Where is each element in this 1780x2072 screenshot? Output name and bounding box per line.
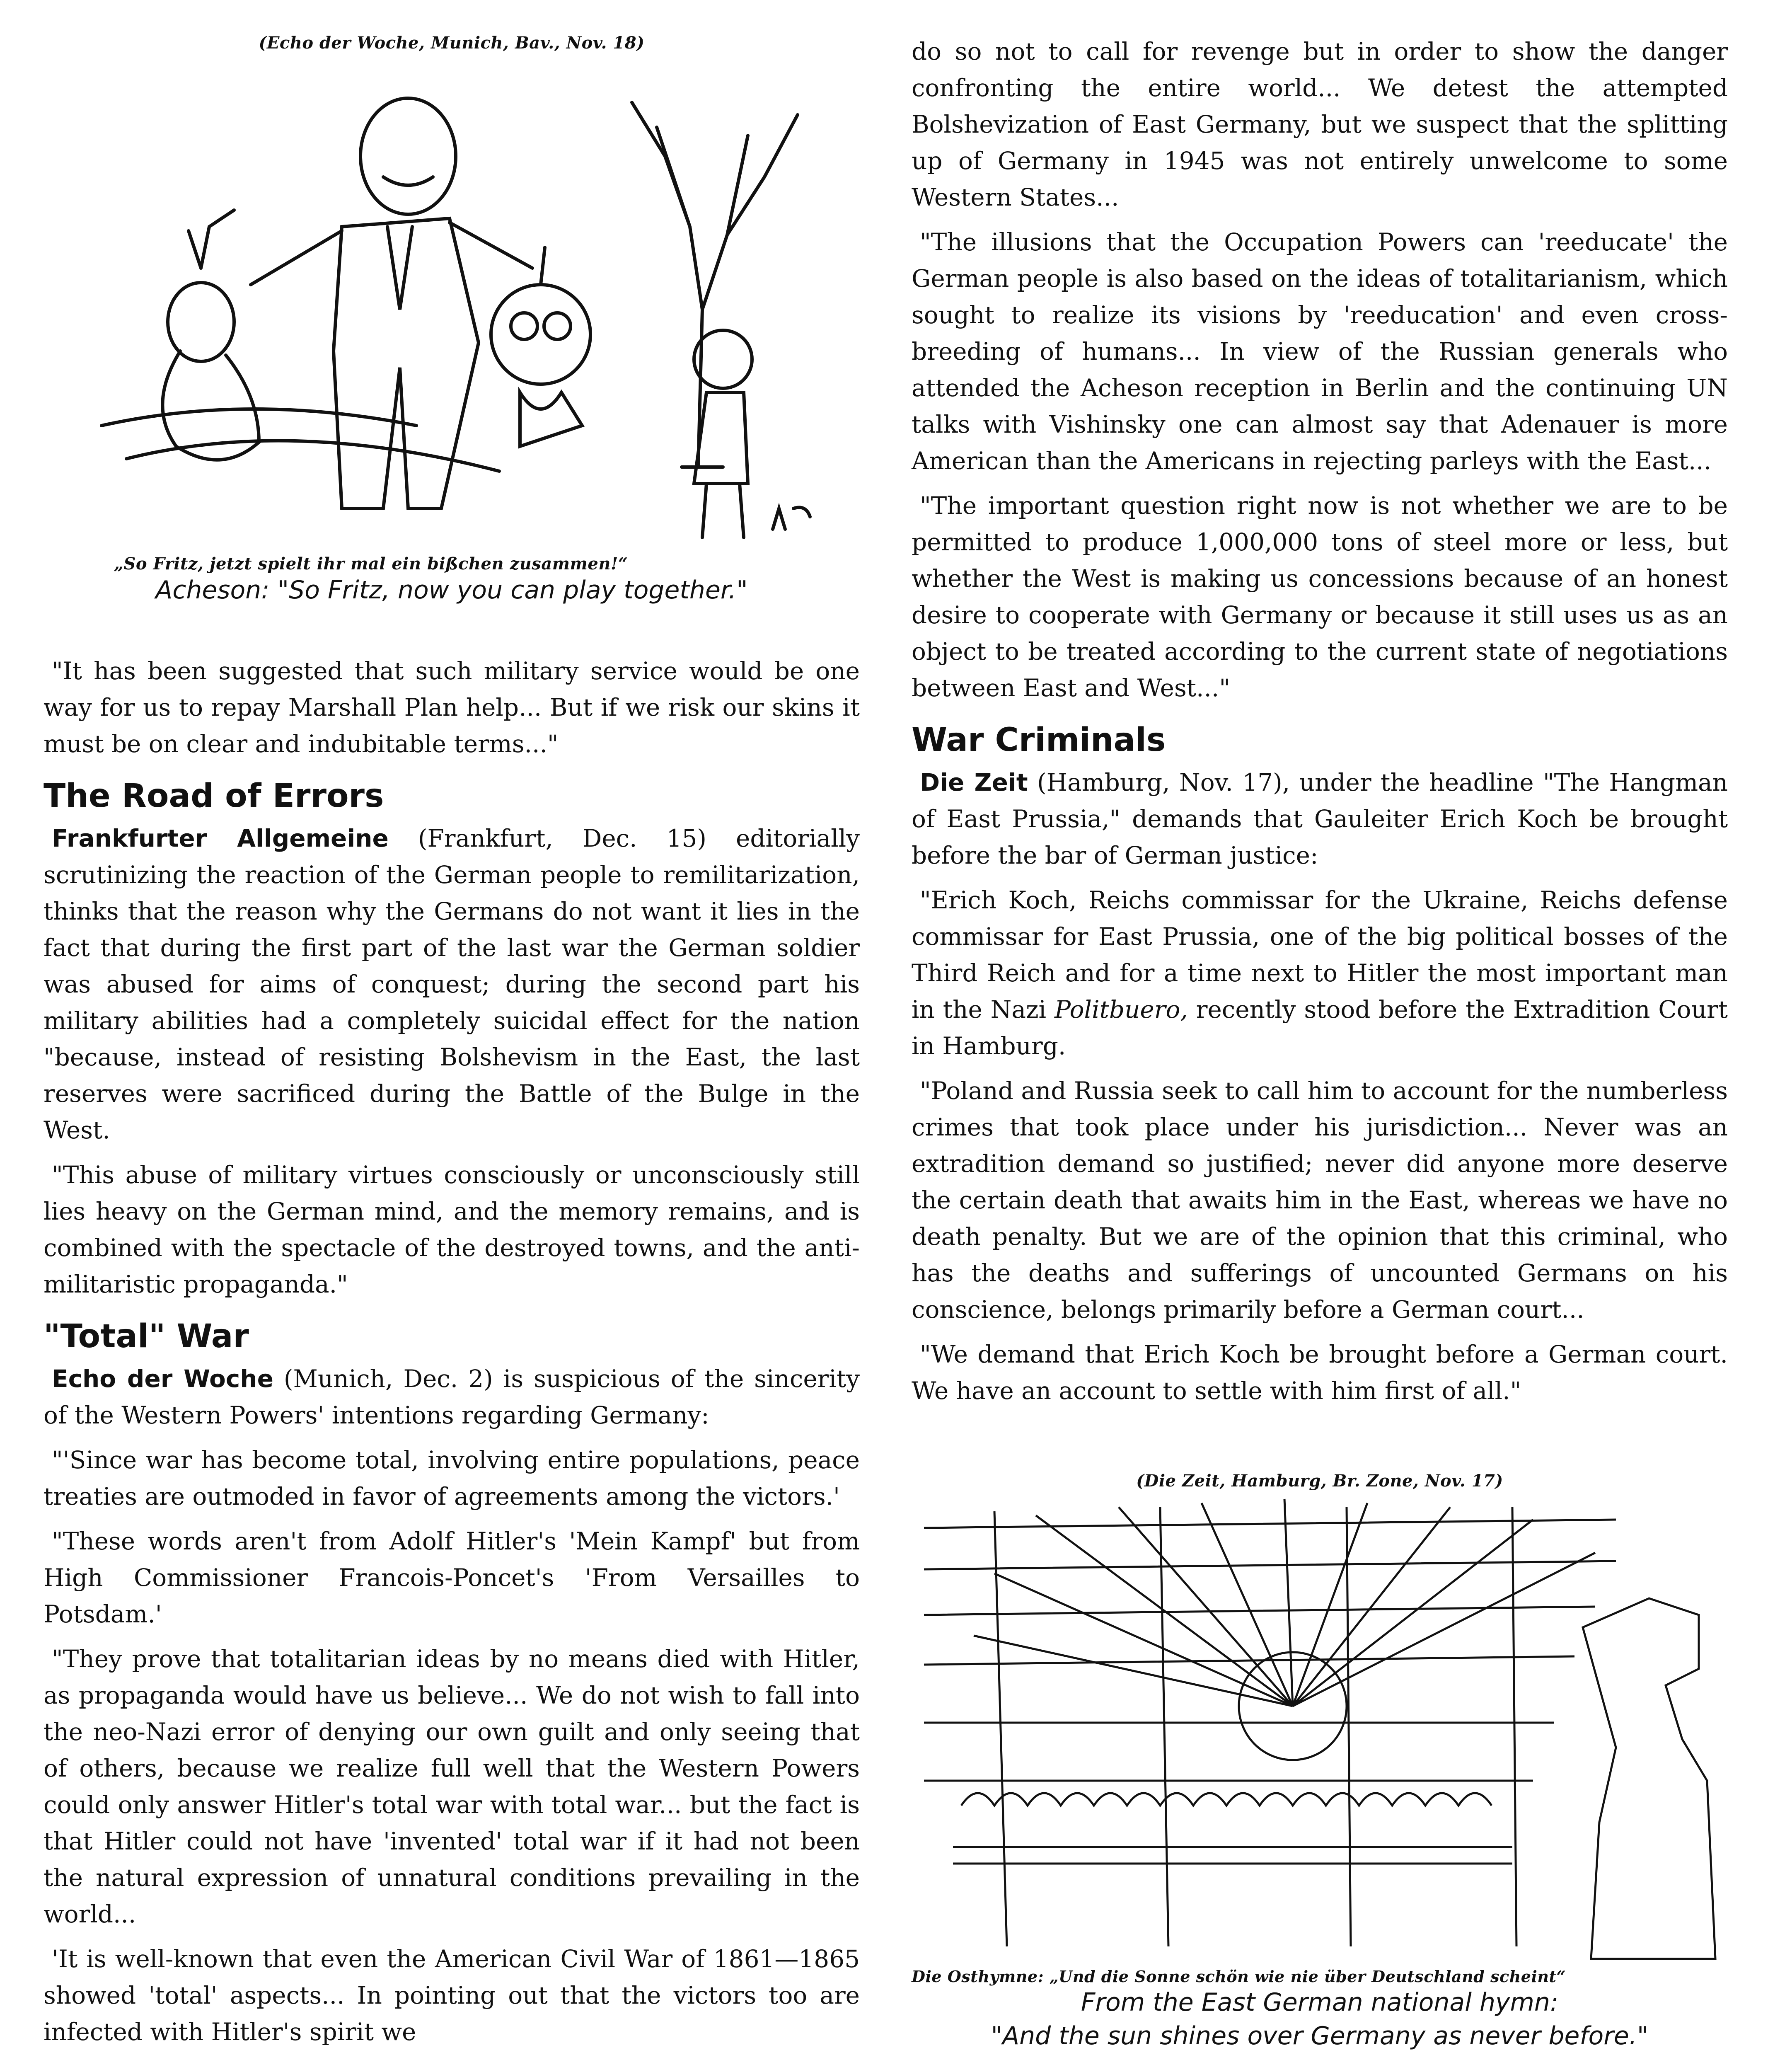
cartoon-credit: (Die Zeit, Hamburg, Br. Zone, Nov. 17) <box>1136 1471 1503 1491</box>
cartoon-caption-english: "And the sun shines over Germany as never before." <box>991 2021 1649 2050</box>
cartoon-acheson <box>44 33 860 607</box>
paragraph: "They prove that totalitarian ideas by no means died with Hitler, as propaganda would have us believe... We do not wish to fall into the neo-Nazi error of denying our own guilt and only seeing that of others, because we realize full well that the Western Powers could only answer Hitler's total war with total war... but the fact is that Hitler could not have 'invented' total war if it had not been the natural expression of unnatural conditions prevailing in the world... <box>44 1644 860 1928</box>
cartoon-caption-english: From the East German national hymn: <box>1081 1987 1559 2017</box>
paragraph: "Poland and Russia seek to call him to account for the numberless crimes that took place under his jurisdiction... Never was an extradition demand so justified; never did anyone more deserve the certain death that awaits him in the East, whereas we have no death penalty. But we are of the opinion that this criminal, who has the deaths and sufferings of uncounted Germans on his conscience, belongs primarily before a German court... <box>912 1076 1728 1324</box>
publication-name: Frankfurter Allgemeine <box>52 824 389 852</box>
paragraph: "'Since war has become total, involving entire populations, peace treaties are outmoded in favor of agreements among the victors.' <box>44 1445 860 1510</box>
paragraph: do so not to call for revenge but in order to show the danger confronting the entire world... We detest the attempted Bolshevization of East Germany, but we suspect that the splitting up of Germany in 1945 was not entirely unwelcome to some Western States... <box>912 37 1728 211</box>
barbed-wire-cartoon-illustration <box>912 1491 1728 1967</box>
acheson-cartoon-illustration <box>44 53 860 554</box>
publication-name: Echo der Woche <box>52 1364 273 1393</box>
left-column <box>44 33 860 2058</box>
paragraph: "We demand that Erich Koch be brought before a German court. We have an account to settle with him first of all." <box>912 1340 1728 1405</box>
cartoon-east-german-hymn <box>912 1471 1728 2053</box>
paragraph: "These words aren't from Adolf Hitler's 'Mein Kampf' but from High Commissioner Francois-Poncet's 'From Versailles to Potsdam.' <box>44 1527 860 1628</box>
paragraph: 'It is well-known that even the American Civil War of 1861—1865 showed 'total' aspects... In pointing out that the victors too are infected with Hitler's spirit we <box>44 1944 860 2046</box>
paragraph: "The important question right now is not whether we are to be permitted to produce 1,000,000 tons of steel more or less, but whether the West is making us concessions because of an honest desire to cooperate with Germany or because it still uses us as an object to be treated according to the current state of negotiations between East and West..." <box>912 491 1728 702</box>
cartoon-credit: (Echo der Woche, Munich, Bav., Nov. 18) <box>259 33 645 53</box>
heading-total-war: "Total" War <box>44 1317 249 1355</box>
publication-name: Die Zeit <box>920 768 1028 796</box>
paragraph: Frankfurter Allgemeine (Frankfurt, Dec. 15) editorially scrutinizing the reaction of the German people to remilitarization, thinks that the reason why the Germans do not want it lies in the fact that during the first part of the last war the German soldier was abused for aims of conquest; during the second part his military abilities had a completely suicidal effect for the nation "because, instead of resisting Bolshevism in the East, the last reserves were sacrificed during the Battle of the Bulge in the West. <box>44 824 860 1144</box>
paragraph: "Erich Koch, Reichs commissar for the Ukraine, Reichs defense commissar for East Prussia, one of the big political bosses of the Third Reich and for a time next to Hitler the most important man in the Nazi Politbuero, recently stood before the Extradition Court in Hamburg. <box>912 886 1728 1060</box>
paragraph: Die Zeit (Hamburg, Nov. 17), under the headline "The Hangman of East Prussia," demands that Gauleiter Erich Koch be brought before the bar of German justice: <box>912 768 1728 869</box>
cartoon-caption-english: Acheson: "So Fritz, now you can play together." <box>155 576 748 605</box>
cartoon-caption-german: Die Osthymne: „Und die Sonne schön wie nie über Deutschland scheint“ <box>912 1967 1566 1986</box>
paragraph: "This abuse of military virtues consciously or unconsciously still lies heavy on the German mind, and the memory remains, and is combined with the spectacle of the destroyed towns, and the anti-militaristic propaganda." <box>44 1160 860 1298</box>
paragraph: "The illusions that the Occupation Powers can 'reeducate' the German people is also based on the ideas of totalitarianism, which sought to realize its visions by 'reeducation' and even cross-breeding of humans... In view of the Russian generals who attended the Acheson reception in Berlin and the continuing UN talks with Vishinsky one can almost say that Adenauer is more American than the Americans in rejecting parleys with the East... <box>912 228 1728 475</box>
heading-war-criminals: War Criminals <box>912 721 1166 759</box>
cartoon-caption-german: „So Fritz, jetzt spielt ihr mal ein bißchen zusammen!“ <box>114 554 628 574</box>
paragraph: "It has been suggested that such military service would be one way for us to repay Marshall Plan help... But if we risk our skins it must be on clear and indubitable terms..." <box>44 657 860 758</box>
right-column <box>912 33 1728 2053</box>
heading-road-of-errors: The Road of Errors <box>44 777 384 815</box>
paragraph: Echo der Woche (Munich, Dec. 2) is suspicious of the sincerity of the Western Powers' intentions regarding Germany: <box>44 1364 860 1429</box>
